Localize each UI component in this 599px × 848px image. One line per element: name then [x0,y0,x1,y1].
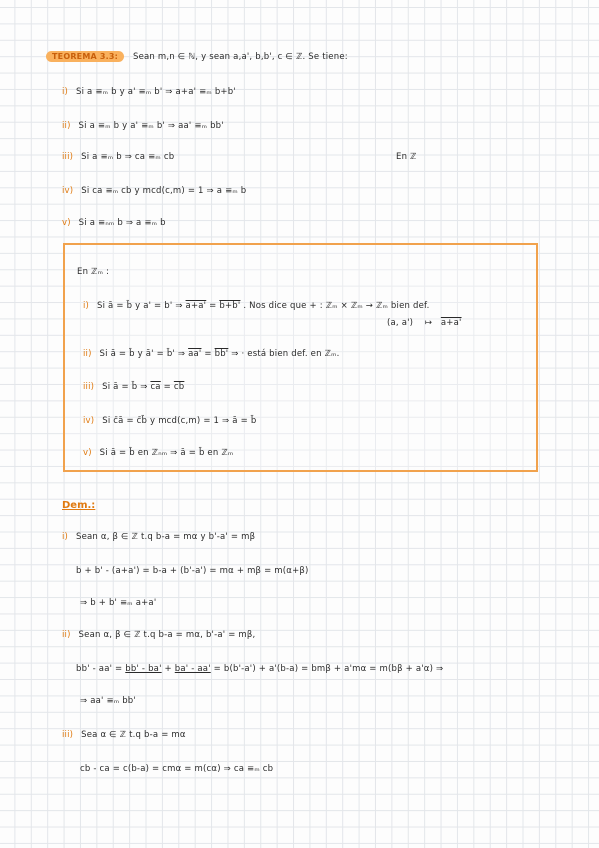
box-line-d: $\overline{cb}$ [173,382,185,392]
theorem-tag: TEOREMA 3.3: [46,51,124,62]
mapping-pair: (a, a') [387,318,414,328]
box-line-a: Si ā = b̄ en ℤₙₘ ⇒ ā = b̄ en ℤₘ [99,448,234,458]
proof-text: Sea α ∈ ℤ t.q b-a = mα [81,730,186,740]
box-line-d: b+b' [219,301,241,311]
proof-number: i) [62,532,69,542]
proof-i-line1 [62,532,255,542]
box-line-b: a+a' [185,301,207,311]
box-line-c: = [209,301,217,311]
proof-iii-line1 [62,730,186,740]
item-text: Si a ≡ₘ b y a' ≡ₘ b' ⇒ a+a' ≡ₘ b+b' [75,87,236,97]
item-text: Si ca ≡ₘ cb y mcd(c,m) = 1 ⇒ a ≡ₘ b [81,186,247,196]
proof-text: Sean α, β ∈ ℤ t.q b-a = mα y b'-a' = mβ [75,532,256,542]
box-line-iv [83,416,256,426]
box-line-number: iii) [83,382,95,392]
mapping-arrow: ↦ [424,318,433,328]
item-number: v) [62,218,71,228]
box-line-c: = [204,349,212,359]
proof-text: Sean α, β ∈ ℤ t.q b-a = mα, b'-a' = mβ, [78,630,256,640]
box-mapping [387,318,462,328]
zm-box [63,243,538,472]
item-iii [62,152,174,162]
item-iv [62,186,246,196]
item-text: Si a ≡ₘ b ⇒ ca ≡ₘ cb [81,152,175,162]
proof-text: = b(b'-a') + a'(b-a) = bmβ + a'mα = m(bβ + a'α) ⇒ [210,664,444,674]
box-header: En ℤₘ : [77,267,110,277]
box-line-a: Si ā = b̄ y ā' = b̄' ⇒ [99,349,186,359]
proof-i-line2: b + b' - (a+a') = b-a + (b'-a') = mα + mβ = m(α+β) [76,566,309,576]
proof-number: iii) [62,730,74,740]
proof-text: + [161,664,175,674]
item-iii-suffix: En ℤ [396,152,417,162]
proof-i-line3: ⇒ b + b' ≡ₘ a+a' [80,598,157,608]
item-text: Si a ≡ₘ b y a' ≡ₘ b' ⇒ aa' ≡ₘ bb' [78,121,224,131]
box-line-b: $\overline{ca}$ [150,382,161,392]
box-line-ii [83,349,340,359]
proof-iii-line2: cb - ca = c(b-a) = cmα = m(cα) ⇒ ca ≡ₘ cb [80,764,274,774]
proof-text: bb' - aa' = [76,664,126,674]
box-line-iii [83,382,184,392]
proof-ii-line3: ⇒ aa' ≡ₘ bb' [80,696,136,706]
item-i [62,87,236,97]
box-line-number: i) [83,301,90,311]
box-line-v [83,448,233,458]
proof-ii-line1 [62,630,255,640]
item-number: ii) [62,121,71,131]
box-line-a: Si ā = b̄ y a' = b' ⇒ [96,301,183,311]
box-line-d: bb' [214,349,229,359]
box-line-number: iv) [83,416,95,426]
theorem-header [46,52,348,62]
proof-ii-line2 [76,664,443,674]
proof-underlined-term: bb' - ba' [125,664,162,674]
box-line-number: ii) [83,349,92,359]
item-number: iii) [62,152,74,162]
theorem-statement: Sean m,n ∈ ℕ, y sean a,a', b,b', c ∈ ℤ. Se tiene: [132,52,348,62]
box-line-i [83,301,430,311]
proof-underlined-term: ba' - aa' [174,664,211,674]
item-ii [62,121,224,131]
box-line-a: Si c̄ā = c̄b̄ y mcd(c,m) = 1 ⇒ ā = b̄ [102,416,257,426]
box-line-e: . Nos dice que + : ℤₘ × ℤₘ → ℤₘ bien def. [243,301,430,311]
mapping-sum: a+a' [440,318,462,328]
box-line-number: v) [83,448,92,458]
item-text: Si a ≡ₙₘ b ⇒ a ≡ₘ b [78,218,166,228]
item-number: i) [62,87,69,97]
item-v [62,218,166,228]
box-line-c: = [163,382,171,392]
box-line-e: ⇒ · está bien def. en ℤₘ. [231,349,340,359]
box-line-a: Si ā = b̄ ⇒ [102,382,148,392]
proof-title: Dem.: [62,500,96,511]
proof-number: ii) [62,630,71,640]
item-number: iv) [62,186,74,196]
box-line-b: aa' [188,349,202,359]
